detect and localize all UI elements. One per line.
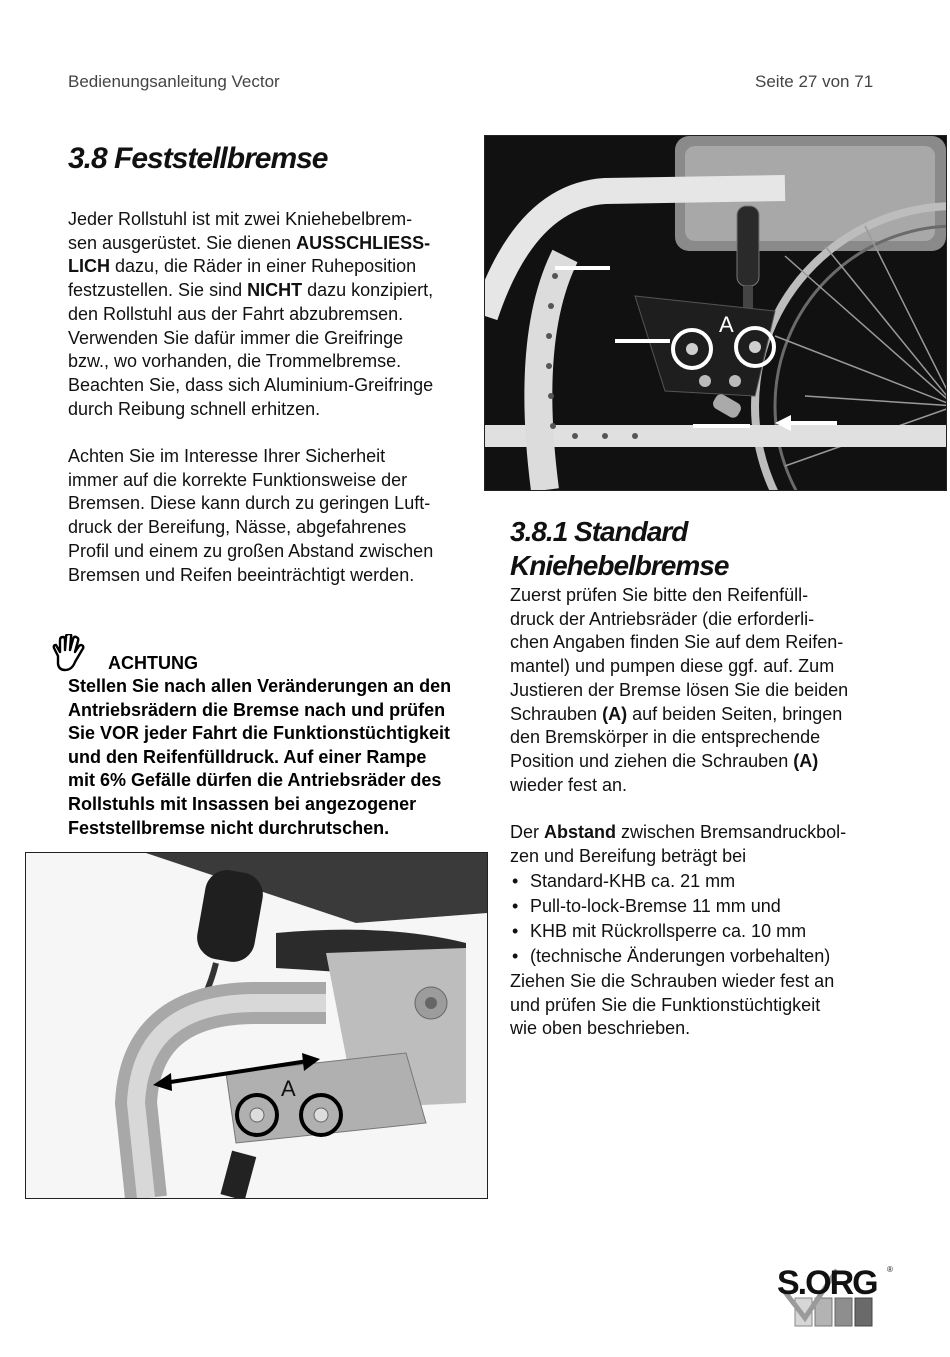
subsection-title-line: Kniehebelbremse	[510, 550, 729, 581]
text-line: Achten Sie im Interesse Ihrer Sicherheit	[68, 446, 386, 466]
text-line: den Bremskörper in die entsprechende	[510, 727, 821, 748]
text-line: wie oben beschrieben.	[510, 1018, 691, 1039]
distance-list	[510, 869, 930, 969]
brake-photo-top	[484, 135, 947, 491]
warning-line: Sie VOR jeder Fahrt die Funktionstüchtigkeit	[68, 723, 451, 744]
list-item: • Standard-KHB ca. 21 mm	[510, 869, 930, 894]
text-line: Bremsen. Diese kann durch zu geringen Luft-	[68, 493, 431, 514]
text-line: Profil und einem zu großen Abstand zwischen	[68, 540, 434, 561]
intro-paragraph	[68, 208, 478, 421]
subsection-title	[510, 515, 728, 583]
adjustment-paragraph	[510, 584, 930, 797]
text-line: Zuerst prüfen Sie bitte den Reifenfüll-	[510, 585, 809, 605]
text-line: bzw., wo vorhanden, die Trommelbremse.	[68, 351, 402, 372]
text-line: druck der Bereifung, Nässe, abgefahrenes	[68, 517, 407, 538]
section-title: 3.8 Feststellbremse	[68, 142, 328, 175]
text-line: Ziehen Sie die Schrauben wieder fest an	[510, 971, 835, 991]
text-line: druck der Antriebsräder (die erforderli-	[510, 608, 815, 629]
text-line: Bremsen und Reifen beeinträchtigt werden.	[68, 564, 415, 585]
closing-paragraph	[510, 970, 930, 1041]
text-line: Verwenden Sie dafür immer die Greifringe	[68, 327, 404, 348]
warning-line: und den Reifenfülldruck. Auf einer Rampe	[68, 746, 427, 767]
text-line: immer auf die korrekte Funktionsweise der	[68, 469, 408, 490]
marker-a: A	[281, 1076, 296, 1101]
warning-line: Antriebsrädern die Bremse nach und prüfen	[68, 699, 446, 720]
distance-paragraph	[510, 821, 930, 868]
text-line: festzustellen. Sie sind NICHT dazu konzipiert,	[68, 280, 434, 301]
warning-label: ACHTUNG	[108, 653, 198, 673]
text-line: zen und Bereifung beträgt bei	[510, 845, 747, 866]
warning-line: Feststellbremse nicht durchrutschen.	[68, 817, 390, 838]
marker-a: A	[719, 312, 734, 337]
text-line: sen ausgerüstet. Sie dienen AUSSCHLIESS-	[68, 232, 431, 253]
text-line: den Rollstuhl aus der Fahrt abzubremsen.	[68, 303, 404, 324]
subsection-title-line: 3.8.1 Standard	[510, 516, 688, 547]
text-line: Beachten Sie, dass sich Aluminium-Greifringe	[68, 374, 434, 395]
warning-line: Stellen Sie nach allen Veränderungen an den	[68, 676, 452, 696]
warning-line: Rollstuhls mit Insassen bei angezogener	[68, 793, 417, 814]
warning-text	[68, 675, 488, 840]
list-item: • Pull-to-lock-Bremse 11 mm und	[510, 894, 930, 919]
warning-line: mit 6% Gefälle dürfen die Antriebsräder des	[68, 770, 442, 791]
document-title: Bedienungsanleitung Vector	[68, 72, 280, 91]
logo-wordmark: S.ORG	[777, 1264, 877, 1302]
text-line: Jeder Rollstuhl ist mit zwei Kniehebelbrem-	[68, 209, 413, 229]
text-line: mantel) und pumpen diese ggf. auf. Zum	[510, 656, 835, 677]
text-line: Position und ziehen die Schrauben (A)	[510, 750, 819, 771]
text-line: LICH dazu, die Räder in einer Ruheposition	[68, 256, 417, 277]
text-line: Schrauben (A) auf beiden Seiten, bringen	[510, 703, 843, 724]
text-line: durch Reibung schnell erhitzen.	[68, 398, 321, 419]
safety-paragraph	[68, 445, 478, 587]
sorg-logo	[775, 1258, 895, 1330]
list-item: • KHB mit Rückrollsperre ca. 10 mm	[510, 919, 930, 944]
text-line: Justieren der Bremse lösen Sie die beiden	[510, 679, 849, 700]
text-line: und prüfen Sie die Funktionstüchtigkeit	[510, 994, 821, 1015]
text-line: chen Angaben finden Sie auf dem Reifen-	[510, 632, 844, 653]
brake-photo-bottom	[25, 852, 488, 1199]
text-line: wieder fest an.	[510, 774, 628, 795]
hand-stop-icon	[48, 634, 86, 674]
registered-mark: ®	[887, 1265, 893, 1274]
list-item: • (technische Änderungen vorbehalten)	[510, 944, 930, 969]
text-line: Der Abstand zwischen Bremsandruckbol-	[510, 822, 847, 842]
page-number: Seite 27 von 71	[755, 72, 874, 91]
